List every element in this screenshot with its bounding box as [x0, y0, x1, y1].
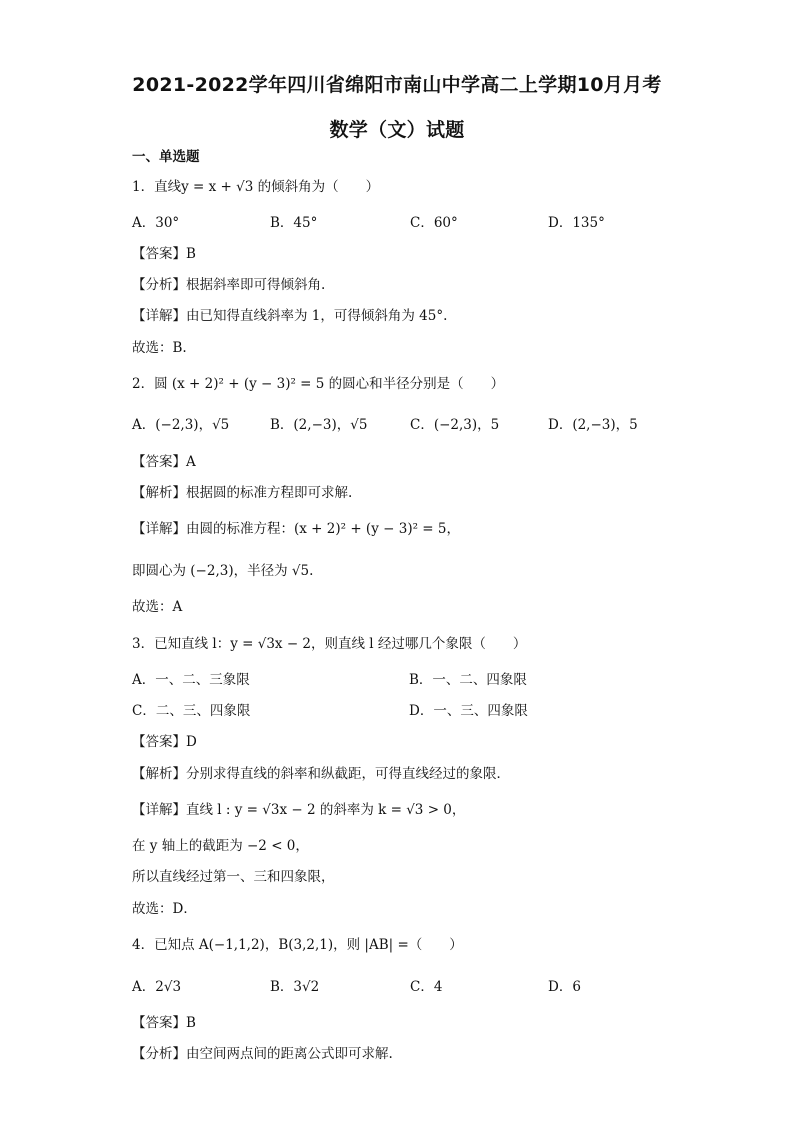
q3-analysis: 【解析】分别求得直线的斜率和纵截距，可得直线经过的象限．	[132, 766, 510, 782]
q1-detail: 【详解】由已知得直线斜率为 1，可得倾斜角为 45°.	[132, 308, 448, 324]
q4-answer: 【答案】B	[132, 1015, 196, 1031]
q2-option-c: C．(−2,3)，5	[410, 417, 500, 433]
q2-option-a: A．(−2,3)，√5	[132, 417, 230, 433]
q3-detail: 【详解】直线 l : y = √3x − 2 的斜率为 k = √3 > 0，	[132, 802, 466, 818]
q3-choose: 故选：D．	[132, 901, 197, 917]
q1-answer: 【答案】B	[132, 246, 196, 262]
q3-option-d: D．一、三、四象限	[409, 703, 528, 719]
q2-detail-2: 即圆心为 (−2,3)，半径为 √5.	[132, 563, 314, 579]
document-subtitle: 数学（文）试题	[329, 119, 465, 141]
q4-option-a: A．2√3	[132, 979, 182, 995]
q2-detail: 【详解】由圆的标准方程：(x + 2)² + (y − 3)² = 5，	[132, 521, 460, 537]
q4-analysis: 【分析】由空间两点间的距离公式即可求解.	[132, 1046, 393, 1062]
question-3-stem: 3．已知直线 l：y = √3x − 2，则直线 l 经过哪几个象限（ ）	[132, 636, 527, 652]
q2-option-d: D．(2,−3)，5	[548, 417, 638, 433]
q1-analysis: 【分析】根据斜率即可得倾斜角.	[132, 277, 326, 293]
q3-detail-3: 所以直线经过第一、三和四象限，	[132, 869, 335, 885]
q1-option-a: A．30°	[132, 215, 180, 231]
q4-option-c: C．4	[410, 979, 443, 995]
q2-option-b: B．(2,−3)，√5	[270, 417, 368, 433]
document-title: 2021-2022学年四川省绵阳市南山中学高二上学期10月月考	[132, 74, 662, 96]
q3-option-a: A．一、二、三象限	[132, 672, 250, 688]
section-heading: 一、单选题	[132, 149, 200, 165]
q2-analysis: 【解析】根据圆的标准方程即可求解.	[132, 485, 353, 501]
q1-option-c: C．60°	[410, 215, 458, 231]
q4-option-b: B．3√2	[270, 979, 320, 995]
q3-answer: 【答案】D	[132, 734, 197, 750]
q1-option-d: D．135°	[548, 215, 605, 231]
question-1-stem: 1．直线y = x + √3 的倾斜角为（ ）	[132, 179, 380, 195]
q2-choose: 故选：A	[132, 599, 183, 615]
q3-option-c: C．二、三、四象限	[132, 703, 251, 719]
q2-answer: 【答案】A	[132, 454, 196, 470]
q3-option-b: B．一、二、四象限	[409, 672, 527, 688]
q4-option-d: D．6	[548, 979, 581, 995]
question-4-stem: 4．已知点 A(−1,1,2)，B(3,2,1)，则 |AB| =（ ）	[132, 937, 463, 953]
q1-option-b: B．45°	[270, 215, 318, 231]
question-2-stem: 2．圆 (x + 2)² + (y − 3)² = 5 的圆心和半径分别是（ ）	[132, 376, 505, 392]
q1-choose: 故选：B.	[132, 340, 187, 356]
q3-detail-2: 在 y 轴上的截距为 −2 < 0，	[132, 838, 309, 854]
